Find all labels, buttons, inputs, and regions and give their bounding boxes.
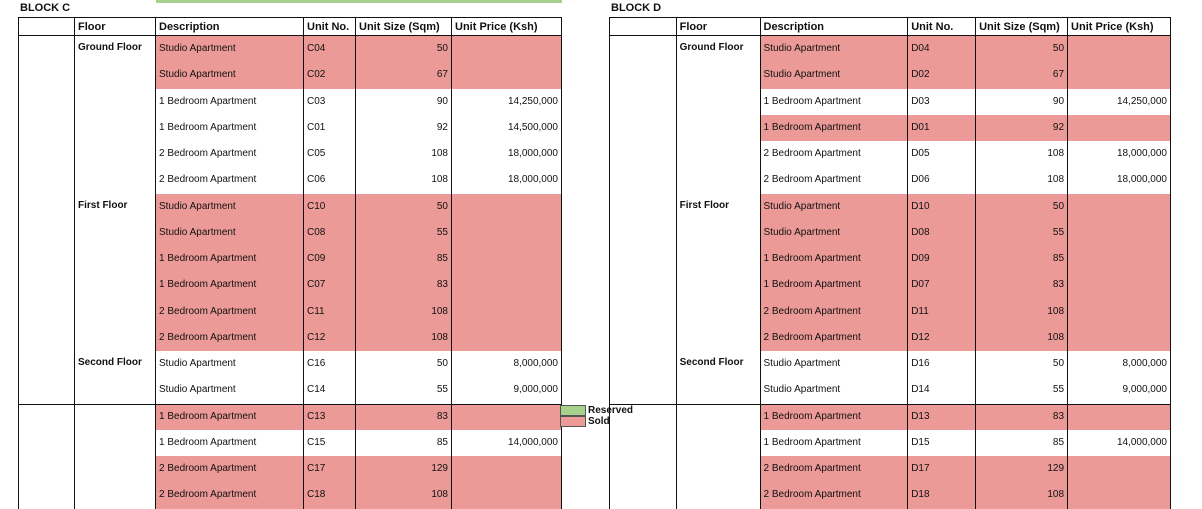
description-cell: Studio Apartment bbox=[760, 351, 908, 377]
unit-price-cell bbox=[1068, 482, 1171, 508]
description-cell: 2 Bedroom Apartment bbox=[156, 167, 304, 193]
unit-size-cell: 85 bbox=[356, 430, 452, 456]
unit-price-cell bbox=[1068, 456, 1171, 482]
floor-header: Floor bbox=[75, 18, 156, 36]
table-bottom-border bbox=[609, 404, 1171, 405]
blank-cell bbox=[19, 246, 75, 272]
unit-size-cell: 50 bbox=[356, 36, 452, 63]
floor-cell: First Floor bbox=[75, 194, 156, 220]
table-row bbox=[19, 404, 562, 430]
description-cell: 1 Bedroom Apartment bbox=[760, 272, 908, 298]
description-cell: Studio Apartment bbox=[156, 377, 304, 403]
description-cell: 1 Bedroom Apartment bbox=[156, 430, 304, 456]
floor-cell bbox=[676, 220, 760, 246]
floor-cell bbox=[75, 377, 156, 403]
table-row bbox=[19, 377, 562, 403]
description-cell: Studio Apartment bbox=[156, 220, 304, 246]
unit-size-header: Unit Size (Sqm) bbox=[976, 18, 1068, 36]
unit-size-cell: 85 bbox=[356, 246, 452, 272]
description-header: Description bbox=[156, 18, 304, 36]
unit-price-cell: 9,000,000 bbox=[452, 377, 562, 403]
unit-no-cell: C01 bbox=[304, 115, 356, 141]
blank-cell bbox=[19, 299, 75, 325]
unit-price-cell bbox=[1068, 299, 1171, 325]
unit-no-cell: C11 bbox=[304, 299, 356, 325]
table-row bbox=[610, 404, 1171, 430]
table-row bbox=[610, 89, 1171, 115]
unit-size-cell: 55 bbox=[356, 377, 452, 403]
floor-cell bbox=[676, 482, 760, 508]
blank-cell bbox=[610, 482, 677, 508]
blank-cell bbox=[19, 62, 75, 88]
unit-price-cell bbox=[452, 299, 562, 325]
description-cell: 2 Bedroom Apartment bbox=[760, 167, 908, 193]
unit-price-cell bbox=[452, 482, 562, 508]
description-cell: 1 Bedroom Apartment bbox=[156, 89, 304, 115]
blank-cell bbox=[610, 167, 677, 193]
unit-price-cell bbox=[1068, 36, 1171, 63]
table-row bbox=[19, 115, 562, 141]
unit-size-cell: 108 bbox=[356, 299, 452, 325]
unit-no-cell: D05 bbox=[908, 141, 976, 167]
floor-cell bbox=[75, 246, 156, 272]
blank-header bbox=[610, 18, 677, 36]
unit-no-cell: D15 bbox=[908, 430, 976, 456]
floor-cell: Second Floor bbox=[75, 351, 156, 377]
unit-no-cell: C03 bbox=[304, 89, 356, 115]
floor-cell bbox=[75, 404, 156, 430]
legend-reserved-label: Reserved bbox=[588, 405, 634, 416]
unit-size-cell: 50 bbox=[356, 351, 452, 377]
unit-no-cell: D16 bbox=[908, 351, 976, 377]
unit-no-cell: D09 bbox=[908, 246, 976, 272]
unit-size-cell: 83 bbox=[976, 404, 1068, 430]
reserved-swatch bbox=[560, 405, 586, 416]
table-row bbox=[610, 220, 1171, 246]
blank-cell bbox=[19, 89, 75, 115]
floor-cell bbox=[676, 272, 760, 298]
unit-no-cell: D08 bbox=[908, 220, 976, 246]
floor-cell bbox=[676, 325, 760, 351]
header-row bbox=[19, 18, 562, 36]
table-row bbox=[610, 351, 1171, 377]
floor-cell bbox=[75, 141, 156, 167]
blank-cell bbox=[610, 89, 677, 115]
unit-no-cell: C04 bbox=[304, 36, 356, 63]
blank-cell bbox=[19, 456, 75, 482]
unit-no-cell: C05 bbox=[304, 141, 356, 167]
unit-size-header: Unit Size (Sqm) bbox=[356, 18, 452, 36]
table-row bbox=[19, 220, 562, 246]
unit-size-cell: 108 bbox=[976, 141, 1068, 167]
table-row bbox=[610, 115, 1171, 141]
table-row bbox=[19, 482, 562, 508]
description-cell: 1 Bedroom Apartment bbox=[156, 115, 304, 141]
table-row bbox=[19, 430, 562, 456]
unit-price-cell bbox=[1068, 194, 1171, 220]
unit-size-cell: 85 bbox=[976, 246, 1068, 272]
description-cell: 2 Bedroom Apartment bbox=[156, 299, 304, 325]
floor-cell: Ground Floor bbox=[75, 36, 156, 63]
unit-size-cell: 83 bbox=[976, 272, 1068, 298]
description-cell: Studio Apartment bbox=[760, 377, 908, 403]
table-row bbox=[610, 482, 1171, 508]
description-cell: 2 Bedroom Apartment bbox=[760, 456, 908, 482]
blank-cell bbox=[19, 141, 75, 167]
description-header: Description bbox=[760, 18, 908, 36]
block-c-table bbox=[18, 0, 562, 501]
floor-cell bbox=[676, 404, 760, 430]
floor-cell: Ground Floor bbox=[676, 36, 760, 63]
unit-price-cell bbox=[1068, 62, 1171, 88]
floor-cell bbox=[676, 377, 760, 403]
unit-price-cell: 14,250,000 bbox=[1068, 89, 1171, 115]
unit-price-cell bbox=[452, 456, 562, 482]
table-row bbox=[610, 325, 1171, 351]
unit-price-cell: 18,000,000 bbox=[1068, 141, 1171, 167]
blank-cell bbox=[610, 299, 677, 325]
unit-size-cell: 92 bbox=[976, 115, 1068, 141]
table-row bbox=[19, 62, 562, 88]
table-row bbox=[610, 299, 1171, 325]
blank-cell bbox=[610, 272, 677, 298]
description-cell: 1 Bedroom Apartment bbox=[156, 404, 304, 430]
blank-cell bbox=[610, 325, 677, 351]
floor-cell bbox=[75, 167, 156, 193]
table-row bbox=[610, 377, 1171, 403]
block-title: BLOCK D bbox=[611, 2, 662, 14]
table-bottom-border bbox=[18, 404, 562, 405]
unit-no-cell: D01 bbox=[908, 115, 976, 141]
floor-cell bbox=[75, 482, 156, 508]
floor-cell bbox=[75, 456, 156, 482]
unit-no-cell: D11 bbox=[908, 299, 976, 325]
unit-no-cell: C13 bbox=[304, 404, 356, 430]
unit-no-cell: C06 bbox=[304, 167, 356, 193]
legend-reserved bbox=[560, 405, 640, 416]
table-row bbox=[610, 272, 1171, 298]
description-cell: 2 Bedroom Apartment bbox=[760, 299, 908, 325]
unit-price-header: Unit Price (Ksh) bbox=[452, 18, 562, 36]
unit-no-cell: D07 bbox=[908, 272, 976, 298]
unit-price-cell bbox=[1068, 404, 1171, 430]
unit-no-cell: C12 bbox=[304, 325, 356, 351]
unit-no-cell: C17 bbox=[304, 456, 356, 482]
description-cell: 1 Bedroom Apartment bbox=[760, 246, 908, 272]
blank-header bbox=[19, 18, 75, 36]
unit-no-cell: C02 bbox=[304, 62, 356, 88]
unit-no-cell: C10 bbox=[304, 194, 356, 220]
unit-price-cell bbox=[452, 220, 562, 246]
unit-price-cell: 9,000,000 bbox=[1068, 377, 1171, 403]
floor-cell: First Floor bbox=[676, 194, 760, 220]
description-cell: 2 Bedroom Apartment bbox=[156, 325, 304, 351]
blank-cell bbox=[610, 456, 677, 482]
unit-price-cell: 18,000,000 bbox=[1068, 167, 1171, 193]
unit-no-cell: D13 bbox=[908, 404, 976, 430]
description-cell: 1 Bedroom Apartment bbox=[760, 115, 908, 141]
floor-cell bbox=[676, 62, 760, 88]
unit-price-cell: 8,000,000 bbox=[452, 351, 562, 377]
floor-cell bbox=[676, 167, 760, 193]
unit-price-cell bbox=[1068, 220, 1171, 246]
unit-price-cell bbox=[1068, 246, 1171, 272]
unit-no-cell: D10 bbox=[908, 194, 976, 220]
description-cell: Studio Apartment bbox=[760, 36, 908, 63]
unit-size-cell: 67 bbox=[356, 62, 452, 88]
table-row bbox=[19, 89, 562, 115]
legend-sold-label: Sold bbox=[588, 416, 610, 427]
unit-price-cell: 14,250,000 bbox=[452, 89, 562, 115]
blank-cell bbox=[19, 377, 75, 403]
table-row bbox=[19, 351, 562, 377]
unit-no-cell: D04 bbox=[908, 36, 976, 63]
blank-cell bbox=[610, 377, 677, 403]
blank-cell bbox=[19, 167, 75, 193]
floor-cell bbox=[75, 430, 156, 456]
description-cell: 2 Bedroom Apartment bbox=[156, 456, 304, 482]
blank-cell bbox=[610, 115, 677, 141]
unit-no-cell: D12 bbox=[908, 325, 976, 351]
blank-cell bbox=[19, 325, 75, 351]
unit-no-cell: C08 bbox=[304, 220, 356, 246]
floor-cell bbox=[75, 89, 156, 115]
unit-size-cell: 85 bbox=[976, 430, 1068, 456]
table-row bbox=[19, 246, 562, 272]
floor-cell bbox=[676, 141, 760, 167]
table-row bbox=[19, 456, 562, 482]
units-table bbox=[609, 17, 1171, 509]
unit-size-cell: 108 bbox=[356, 482, 452, 508]
description-cell: Studio Apartment bbox=[156, 351, 304, 377]
floor-cell bbox=[676, 89, 760, 115]
blank-cell bbox=[19, 115, 75, 141]
description-cell: Studio Apartment bbox=[760, 62, 908, 88]
unit-price-cell bbox=[1068, 325, 1171, 351]
description-cell: 1 Bedroom Apartment bbox=[156, 272, 304, 298]
unit-price-cell: 18,000,000 bbox=[452, 167, 562, 193]
floor-cell bbox=[75, 220, 156, 246]
unit-no-cell: D17 bbox=[908, 456, 976, 482]
unit-size-cell: 129 bbox=[356, 456, 452, 482]
unit-size-cell: 108 bbox=[976, 325, 1068, 351]
unit-price-cell bbox=[1068, 115, 1171, 141]
unit-size-cell: 83 bbox=[356, 404, 452, 430]
floor-cell bbox=[676, 299, 760, 325]
unit-size-cell: 55 bbox=[976, 220, 1068, 246]
unit-price-cell: 14,000,000 bbox=[1068, 430, 1171, 456]
description-cell: 1 Bedroom Apartment bbox=[760, 404, 908, 430]
description-cell: 2 Bedroom Apartment bbox=[760, 141, 908, 167]
blank-cell bbox=[610, 430, 677, 456]
floor-cell bbox=[676, 430, 760, 456]
blank-cell bbox=[610, 246, 677, 272]
floor-cell bbox=[75, 272, 156, 298]
unit-price-cell bbox=[452, 62, 562, 88]
unit-size-cell: 90 bbox=[976, 89, 1068, 115]
unit-size-cell: 90 bbox=[356, 89, 452, 115]
unit-size-cell: 50 bbox=[356, 194, 452, 220]
floor-cell bbox=[75, 325, 156, 351]
unit-no-header: Unit No. bbox=[908, 18, 976, 36]
description-cell: 2 Bedroom Apartment bbox=[156, 482, 304, 508]
unit-no-cell: C14 bbox=[304, 377, 356, 403]
unit-no-cell: C15 bbox=[304, 430, 356, 456]
block-title: BLOCK C bbox=[20, 2, 71, 14]
blank-cell bbox=[19, 36, 75, 63]
unit-price-cell bbox=[452, 36, 562, 63]
blank-cell bbox=[19, 194, 75, 220]
blank-cell bbox=[610, 194, 677, 220]
unit-price-cell: 14,500,000 bbox=[452, 115, 562, 141]
description-cell: Studio Apartment bbox=[156, 194, 304, 220]
unit-price-header: Unit Price (Ksh) bbox=[1068, 18, 1171, 36]
unit-price-cell bbox=[452, 246, 562, 272]
unit-no-header: Unit No. bbox=[304, 18, 356, 36]
unit-no-cell: C18 bbox=[304, 482, 356, 508]
blank-cell bbox=[19, 482, 75, 508]
blank-cell bbox=[19, 220, 75, 246]
table-row bbox=[19, 325, 562, 351]
blank-cell bbox=[610, 141, 677, 167]
unit-size-cell: 83 bbox=[356, 272, 452, 298]
unit-no-cell: C07 bbox=[304, 272, 356, 298]
header-row bbox=[610, 18, 1171, 36]
unit-price-cell bbox=[452, 404, 562, 430]
table-row bbox=[19, 272, 562, 298]
table-row bbox=[19, 141, 562, 167]
legend-sold bbox=[560, 416, 640, 427]
unit-size-cell: 108 bbox=[976, 167, 1068, 193]
unit-size-cell: 108 bbox=[976, 482, 1068, 508]
table-row bbox=[610, 246, 1171, 272]
floor-cell bbox=[75, 62, 156, 88]
description-cell: 1 Bedroom Apartment bbox=[760, 89, 908, 115]
description-cell: 2 Bedroom Apartment bbox=[760, 482, 908, 508]
unit-size-cell: 108 bbox=[356, 141, 452, 167]
reserved-strip bbox=[156, 0, 562, 3]
description-cell: 2 Bedroom Apartment bbox=[760, 325, 908, 351]
unit-price-cell bbox=[452, 325, 562, 351]
unit-price-cell bbox=[1068, 272, 1171, 298]
floor-header: Floor bbox=[676, 18, 760, 36]
description-cell: Studio Apartment bbox=[156, 62, 304, 88]
description-cell: Studio Apartment bbox=[760, 220, 908, 246]
table-row bbox=[19, 36, 562, 63]
floor-cell bbox=[676, 246, 760, 272]
unit-price-cell bbox=[452, 194, 562, 220]
sold-swatch bbox=[560, 416, 586, 427]
unit-no-cell: D14 bbox=[908, 377, 976, 403]
unit-size-cell: 55 bbox=[356, 220, 452, 246]
legend bbox=[560, 405, 640, 427]
unit-price-cell bbox=[452, 272, 562, 298]
blank-cell bbox=[610, 36, 677, 63]
description-cell: 1 Bedroom Apartment bbox=[760, 430, 908, 456]
blank-cell bbox=[610, 351, 677, 377]
unit-price-cell: 14,000,000 bbox=[452, 430, 562, 456]
table-row bbox=[610, 430, 1171, 456]
blank-cell bbox=[610, 62, 677, 88]
unit-no-cell: D18 bbox=[908, 482, 976, 508]
unit-no-cell: D02 bbox=[908, 62, 976, 88]
unit-size-cell: 55 bbox=[976, 377, 1068, 403]
table-row bbox=[19, 194, 562, 220]
blank-cell bbox=[19, 404, 75, 430]
floor-cell: Second Floor bbox=[676, 351, 760, 377]
unit-size-cell: 50 bbox=[976, 36, 1068, 63]
table-row bbox=[610, 456, 1171, 482]
block-d-table bbox=[609, 0, 1171, 501]
unit-no-cell: D06 bbox=[908, 167, 976, 193]
unit-size-cell: 92 bbox=[356, 115, 452, 141]
unit-size-cell: 108 bbox=[356, 325, 452, 351]
unit-no-cell: C09 bbox=[304, 246, 356, 272]
table-row bbox=[610, 141, 1171, 167]
blank-cell bbox=[19, 351, 75, 377]
floor-cell bbox=[75, 115, 156, 141]
floor-cell bbox=[75, 299, 156, 325]
table-row bbox=[610, 36, 1171, 63]
unit-size-cell: 108 bbox=[356, 167, 452, 193]
blank-cell bbox=[19, 430, 75, 456]
units-table bbox=[18, 17, 562, 509]
unit-no-cell: D03 bbox=[908, 89, 976, 115]
table-row bbox=[610, 62, 1171, 88]
table-row bbox=[610, 194, 1171, 220]
unit-size-cell: 50 bbox=[976, 351, 1068, 377]
floor-cell bbox=[676, 115, 760, 141]
description-cell: 2 Bedroom Apartment bbox=[156, 141, 304, 167]
table-row bbox=[19, 299, 562, 325]
description-cell: Studio Apartment bbox=[760, 194, 908, 220]
table-row bbox=[19, 167, 562, 193]
description-cell: Studio Apartment bbox=[156, 36, 304, 63]
table-row bbox=[610, 167, 1171, 193]
description-cell: 1 Bedroom Apartment bbox=[156, 246, 304, 272]
blank-cell bbox=[19, 272, 75, 298]
unit-size-cell: 50 bbox=[976, 194, 1068, 220]
unit-size-cell: 129 bbox=[976, 456, 1068, 482]
floor-cell bbox=[676, 456, 760, 482]
unit-price-cell: 18,000,000 bbox=[452, 141, 562, 167]
blank-cell bbox=[610, 220, 677, 246]
unit-size-cell: 108 bbox=[976, 299, 1068, 325]
unit-size-cell: 67 bbox=[976, 62, 1068, 88]
unit-price-cell: 8,000,000 bbox=[1068, 351, 1171, 377]
unit-no-cell: C16 bbox=[304, 351, 356, 377]
